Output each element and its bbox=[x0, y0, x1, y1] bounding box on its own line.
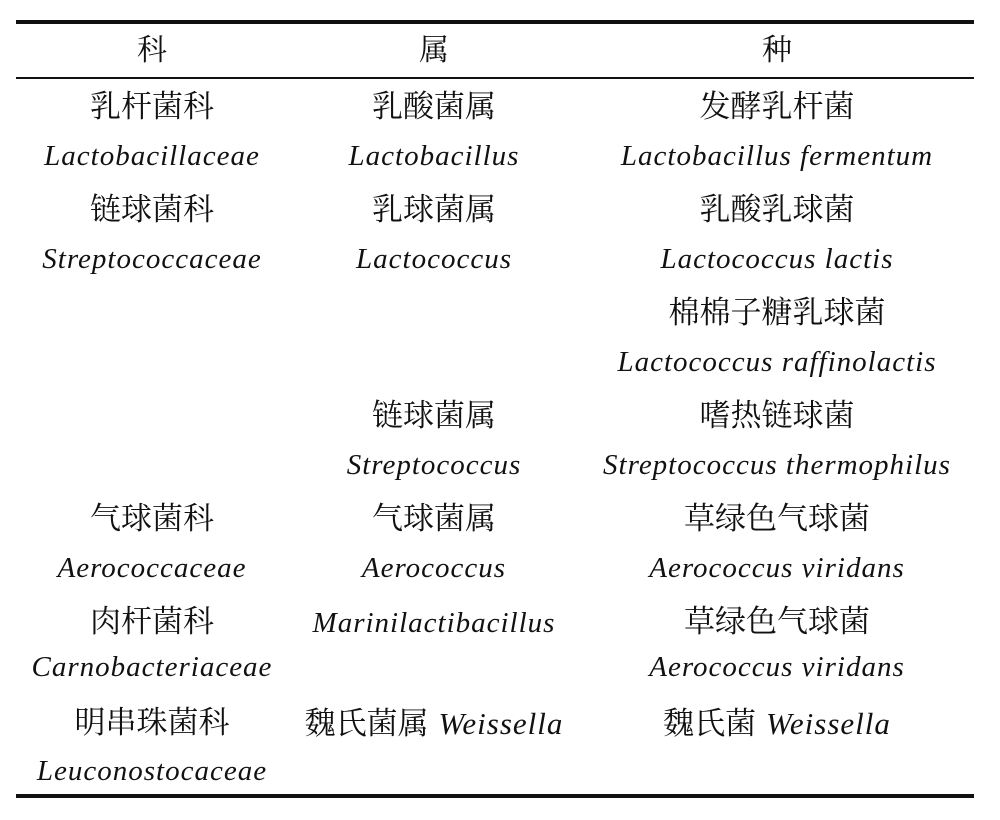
genus-latin-name: Weissella bbox=[438, 706, 564, 741]
species-latin-name: Aerococcus viridans bbox=[649, 651, 905, 683]
family-latin-name: Leuconostocaceae bbox=[36, 755, 268, 787]
table-bottom-rule bbox=[16, 794, 974, 798]
family-latin-name: Aerococcaceae bbox=[57, 552, 247, 584]
species-latin-name: Lactococcus raffinolactis bbox=[617, 346, 937, 378]
family-chinese-name: 气球菌科 bbox=[90, 501, 214, 537]
family-chinese-name: 明串珠菌科 bbox=[74, 705, 230, 741]
species-latin-name: Streptococcus thermophilus bbox=[603, 449, 951, 481]
family-chinese-name: 肉杆菌科 bbox=[90, 604, 214, 640]
genus-name-combined bbox=[288, 708, 580, 740]
header-species: 种 bbox=[762, 33, 792, 68]
species-chinese-name: 发酵乳杆菌 bbox=[699, 89, 855, 125]
header-separator-rule bbox=[16, 77, 974, 79]
species-chinese-name: 草绿色气球菌 bbox=[684, 501, 870, 537]
species-chinese-name: 棉棉子糖乳球菌 bbox=[668, 295, 886, 331]
genus-chinese-name: 乳球菌属 bbox=[372, 192, 496, 228]
genus-chinese-name: 魏氏菌属 bbox=[304, 706, 429, 742]
genus-latin-name: Marinilactibacillus bbox=[312, 607, 556, 639]
family-latin-name: Streptococcaceae bbox=[42, 243, 262, 275]
genus-latin-name: Lactobacillus bbox=[348, 140, 520, 172]
genus-chinese-name: 链球菌属 bbox=[372, 398, 496, 434]
species-name-combined bbox=[580, 708, 974, 740]
species-chinese-name: 草绿色气球菌 bbox=[684, 604, 870, 640]
species-chinese-name: 嗜热链球菌 bbox=[699, 398, 855, 434]
genus-chinese-name: 气球菌属 bbox=[372, 501, 496, 537]
family-latin-name: Lactobacillaceae bbox=[44, 140, 260, 172]
header-family: 科 bbox=[137, 33, 167, 68]
genus-chinese-name: 乳酸菌属 bbox=[372, 89, 496, 125]
genus-latin-name: Aerococcus bbox=[361, 552, 507, 584]
species-latin-name: Lactobacillus fermentum bbox=[620, 140, 934, 172]
genus-latin-name: Lactococcus bbox=[356, 243, 512, 275]
header-genus: 属 bbox=[419, 33, 449, 68]
genus-latin-name: Streptococcus bbox=[346, 449, 522, 481]
species-latin-name: Weissella bbox=[765, 706, 891, 741]
family-latin-name: Carnobacteriaceae bbox=[31, 651, 273, 683]
species-latin-name: Lactococcus lactis bbox=[660, 243, 894, 275]
species-latin-name: Aerococcus viridans bbox=[649, 552, 905, 584]
species-chinese-name: 魏氏菌 bbox=[663, 706, 757, 742]
family-chinese-name: 链球菌科 bbox=[90, 192, 214, 228]
table-top-rule bbox=[16, 20, 974, 24]
family-chinese-name: 乳杆菌科 bbox=[90, 89, 214, 125]
species-chinese-name: 乳酸乳球菌 bbox=[699, 192, 855, 228]
